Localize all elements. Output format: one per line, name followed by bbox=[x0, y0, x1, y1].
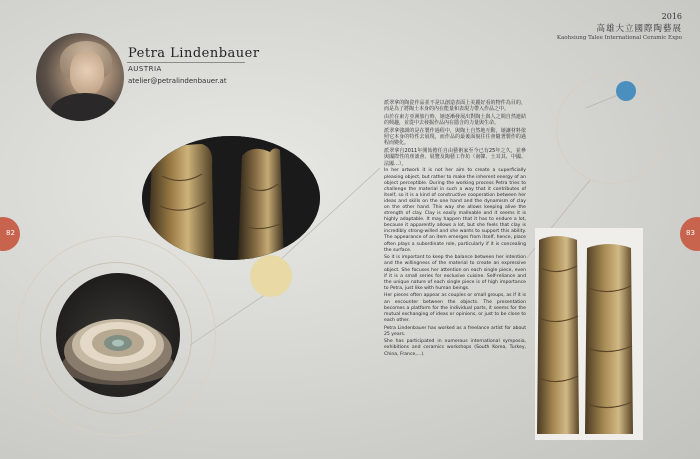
page-number-right: 83 bbox=[680, 217, 700, 251]
yellow-dot bbox=[250, 255, 292, 297]
body-en-1: In her artwork it is not her aim to create a superficially pleasing object, but rather to make the inherent energy of an object perceptible. During the working process Petra tries to challenge the material in such a way that it contributes of itself, so it is a kind of constructive cooperation between her ideas and skills on the one hand and the dynamism of clay on the other hand. This way she allows keeping alive the strength of clay. Clay is easily malleable and it seems it is highly adaptable. It may happen that it has to endure a lot, because it apparently allows a lot, but she feels that clay is incredibly strong-willed and she wants to support this ability. The appearance of an item emerges from itself, hence, place often plays a subordinate role, particularly if it is concealing the surface. bbox=[384, 168, 526, 253]
artist-name: Petra Lindenbauer bbox=[128, 46, 260, 61]
body-en-4: Petra Lindenbauer has worked as a freelance artist for about 25 years. bbox=[384, 325, 526, 337]
header-title-en: Kaohsiung Talee International Ceramic Expo bbox=[556, 35, 682, 41]
page-number-left: 82 bbox=[0, 217, 20, 251]
header-year: 2016 bbox=[661, 12, 682, 21]
header-title-zh: 高雄大立國際陶藝展 bbox=[596, 24, 682, 34]
vessels-photo bbox=[142, 136, 320, 260]
body-zh-3: 派翠拿強調的是在製作過程中，與陶土自然地互動，她讓材料依照它本身的特性去展現，而作品的最後面貌往往會隨著製作的過程而變化。 bbox=[384, 128, 526, 147]
artist-email[interactable]: atelier@petralindenbauer.at bbox=[128, 77, 227, 85]
decorative-ring bbox=[556, 74, 666, 184]
artist-country: AUSTRIA bbox=[128, 65, 162, 73]
body-zh-1: 派翠拿的陶瓷作品並不是以創造表面上美麗好看的物件為目的，而是為了將陶土本身的內在能量和表現力帶入作品之中。 bbox=[384, 100, 526, 113]
bowls-photo bbox=[56, 273, 180, 397]
blue-dot bbox=[616, 81, 636, 101]
body-text bbox=[384, 100, 526, 359]
body-en-3: Her pieces often appear as couples or small groups, as if it is an encounter between the objects. The presentation becomes a platform for the individual parts, it seems for the mutual exchanging of ideas or opinions, or just to be close to each other. bbox=[384, 293, 526, 323]
tall-vessels-photo bbox=[535, 228, 643, 440]
body-en-2: So it is important to keep the balance between her intention and the willingness of the material to create an expressive object. She focuses her attention on each single piece, even if it is a small series for exclusive cuisine. Self-reliance and the unique nature of each single piece is of high importance to Petra, just like with human beings. bbox=[384, 255, 526, 291]
body-zh-2: 由於在東方亞洲旅行時，她逐漸發展出對陶土與人之間自然連結的興趣，並從中去發掘作品內在隱含的力量與生命。 bbox=[384, 114, 526, 127]
body-zh-4: 派翠拿自2011年開始擔任自由藝術家至今已有25年之久，並參與國際性的座談會、展覽及陶藝工作坊（南韓、土耳其、中國、法國…）。 bbox=[384, 148, 526, 167]
name-divider bbox=[127, 62, 245, 63]
body-en-5: She has participated in numerous international symposia, exhibitions and ceramics workshops (South Korea, Turkey, China, France,…). bbox=[384, 339, 526, 357]
artist-portrait bbox=[36, 33, 124, 121]
